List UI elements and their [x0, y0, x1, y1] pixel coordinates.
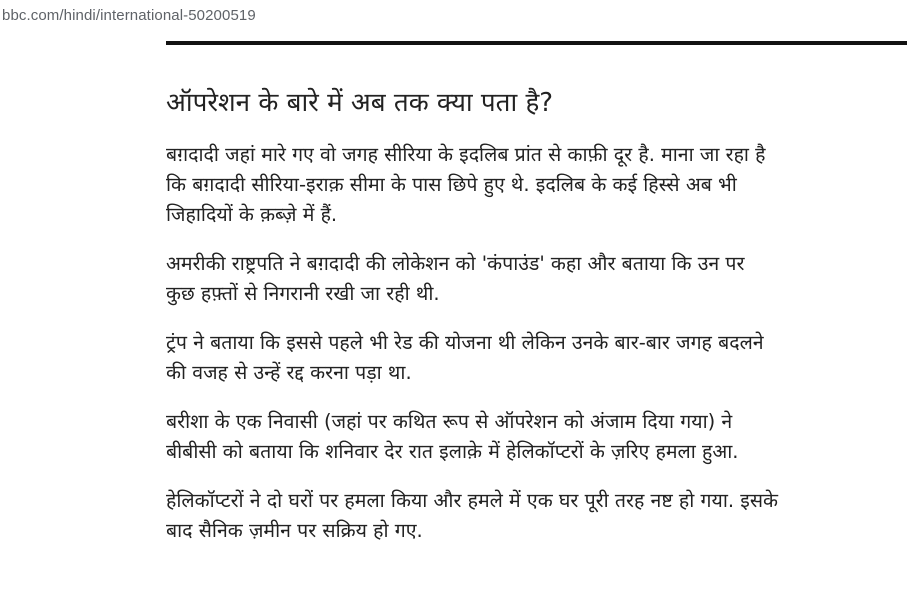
paragraph-line: कि बग़दादी सीरिया-इराक़ सीमा के पास छिपे हुए थे. इदलिब के कई हिस्से अब भी	[166, 173, 737, 196]
paragraph-line: बरीशा के एक निवासी (जहां पर कथित रूप से ऑपरेशन को अंजाम दिया गया) ने	[166, 410, 733, 433]
article-paragraph	[166, 407, 907, 467]
paragraph-line: हेलिकॉप्टरों ने दो घरों पर हमला किया और हमले में एक घर पूरी तरह नष्ट हो गया. इसके	[166, 489, 779, 512]
article-top-divider	[166, 41, 907, 45]
article-paragraph	[166, 328, 907, 388]
paragraph-line: अमरीकी राष्ट्रपति ने बग़दादी की लोकेशन को 'कंपाउंड' कहा और बताया कि उन पर	[166, 252, 745, 275]
article-paragraph	[166, 486, 907, 546]
paragraph-line: की वजह से उन्हें रद्द करना पड़ा था.	[166, 361, 412, 384]
article-body	[166, 84, 907, 565]
paragraph-line: बीबीसी को बताया कि शनिवार देर रात इलाक़े में हेलिकॉप्टरों के ज़रिए हमला हुआ.	[166, 440, 739, 463]
article-paragraph	[166, 249, 907, 309]
article-paragraph	[166, 140, 907, 230]
paragraph-line: बाद सैनिक ज़मीन पर सक्रिय हो गए.	[166, 519, 423, 542]
address-bar-url[interactable]: bbc.com/hindi/international-50200519	[2, 7, 256, 24]
paragraph-line: बग़दादी जहां मारे गए वो जगह सीरिया के इदलिब प्रांत से काफ़ी दूर है. माना जा रहा है	[166, 143, 766, 166]
paragraph-line: कुछ हफ़्तों से निगरानी रखी जा रही थी.	[166, 282, 440, 305]
address-bar[interactable]	[0, 0, 907, 38]
paragraph-line: ट्रंप ने बताया कि इससे पहले भी रेड की योजना थी लेकिन उनके बार-बार जगह बदलने	[166, 331, 764, 354]
article-section-heading: ऑपरेशन के बारे में अब तक क्या पता है?	[166, 88, 554, 118]
paragraph-line: जिहादियों के क़ब्ज़े में हैं.	[166, 203, 338, 226]
